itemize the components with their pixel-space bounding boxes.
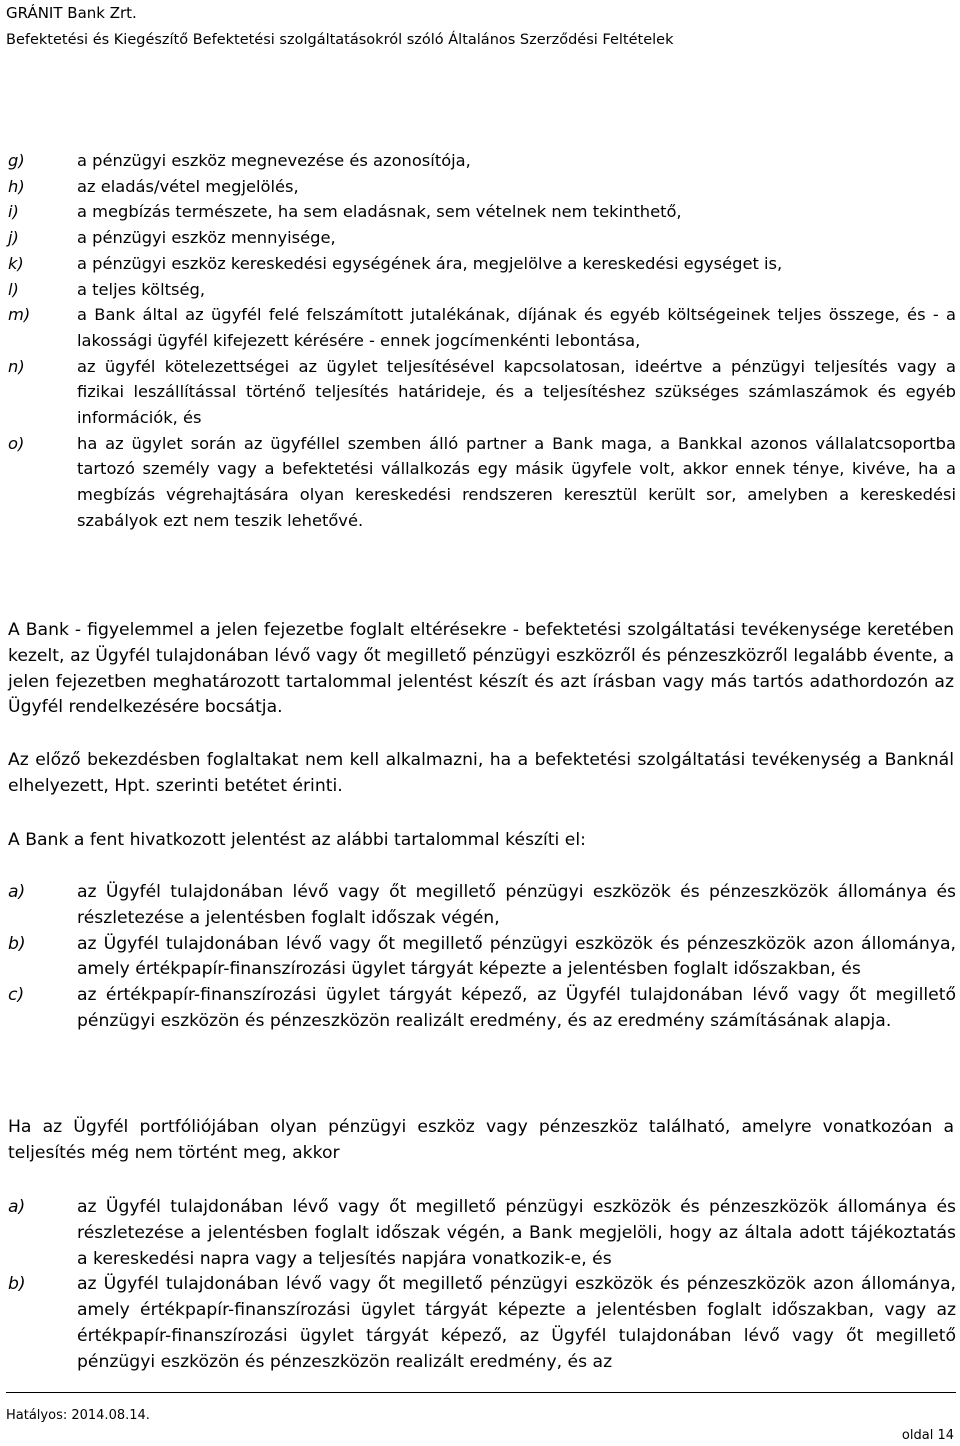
item-text: a pénzügyi eszköz mennyisége, [77, 228, 336, 248]
document-title: Befektetési és Kiegészítő Befektetési szolgáltatásokról szóló Általános Szerződési Feltételek [6, 32, 674, 48]
item-label: i) [8, 202, 19, 222]
item-label: o) [8, 433, 25, 453]
report-content-list [8, 880, 956, 1035]
list-item [8, 1195, 956, 1272]
item-label: j) [8, 228, 19, 248]
list-item [8, 277, 956, 303]
company-name: GRÁNIT Bank Zrt. [6, 4, 137, 22]
item-text: az Ügyfél tulajdonában lévő vagy őt megillető pénzügyi eszközök és pénzeszközök azon állománya, amely értékpapír-finanszírozási ügylet tárgyát képezte a jelentésben foglalt időszakban, és [77, 933, 956, 980]
item-label: m) [8, 305, 31, 325]
list-item [8, 251, 956, 277]
item-label: a) [8, 1197, 26, 1217]
list-item [8, 431, 956, 534]
footer-divider [6, 1392, 956, 1393]
item-text: az Ügyfél tulajdonában lévő vagy őt megillető pénzügyi eszközök és pénzeszközök azon állománya, amely értékpapír-finanszírozási ügylet tárgyát képezte a jelentésben foglalt időszakban, vagy az értékpapír-finanszírozási ügylet tárgyát képező, az Ügyfél tulajdonában lévő vagy őt megillető pénzügyi eszközön és pénzeszközön realizált eredmény, és az [77, 1274, 956, 1372]
list-item [8, 354, 956, 431]
paragraph-annual-report: A Bank - figyelemmel a jelen fejezetbe foglalt eltérésekre - befektetési szolgáltatási tevékenysége keretében kezelt, az Ügyfél tulajdonában lévő vagy őt megillető pénzügyi eszközről és pénzeszközről legalább évente, a jelen fejezetben meghatározott tartalommal jelentést készít és azt írásban vagy más tartós adathordozón az Ügyfél rendelkezésére bocsátja. [8, 620, 954, 718]
paragraph-report-content: A Bank a fent hivatkozott jelentést az alábbi tartalommal készíti el: [8, 830, 586, 850]
paragraph-exception: Az előző bekezdésben foglaltakat nem kell alkalmazni, ha a befektetési szolgáltatási tevékenység a Banknál elhelyezett, Hpt. szerinti betétet érinti. [8, 750, 954, 796]
item-label: b) [8, 1274, 26, 1295]
item-label: n) [8, 356, 25, 376]
list-item [8, 1272, 956, 1375]
item-text: az ügyfél kötelezettségei az ügylet teljesítésével kapcsolatosan, ideértve a pénzügyi teljesítés vagy a fizikai leszállítással történő teljesítés határideje, és a teljesítéshez szükséges számlaszámok és egyéb információk, és [77, 356, 956, 428]
item-label: g) [8, 151, 25, 170]
list-item [8, 148, 956, 174]
list-item [8, 932, 956, 984]
page-number: oldal 14 [901, 1428, 954, 1443]
item-text: az Ügyfél tulajdonában lévő vagy őt megillető pénzügyi eszközök és pénzeszközök állománya és részletezése a jelentésben foglalt időszak végén, [77, 882, 956, 928]
item-label: l) [8, 279, 19, 299]
item-text: a teljes költség, [77, 279, 205, 299]
item-text: az Ügyfél tulajdonában lévő vagy őt megillető pénzügyi eszközök és pénzeszközök állománya és részletezése a jelentésben foglalt időszak végén, a Bank megjelöli, hogy az általa adott tájékoztatás a kereskedési napra vagy a teljesítés napjára vonatkozik-e, és [77, 1197, 956, 1269]
list-item [8, 225, 956, 251]
unsettled-report-list [8, 1195, 956, 1376]
list-item [8, 174, 956, 200]
effective-date: Hatályos: 2014.08.14. [6, 1408, 150, 1423]
item-text: ha az ügylet során az ügyféllel szemben álló partner a Bank maga, a Bankkal azonos vállalatcsoportba tartozó személy vagy a befektetési vállalkozás egy másik ügyfele volt, akkor ennek ténye, kivéve, ha a megbízás végrehajtására olyan kereskedési rendszeren keresztül került sor, amelyben a kereskedési szabályok ezt nem teszik lehetővé. [77, 433, 956, 530]
list-item [8, 199, 956, 225]
paragraph-unsettled: Ha az Ügyfél portfóliójában olyan pénzügyi eszköz vagy pénzeszköz található, amelyre vonatkozóan a teljesítés még nem történt meg, akkor [8, 1117, 954, 1163]
list-item [8, 302, 956, 353]
item-label: k) [8, 253, 24, 273]
item-label: b) [8, 933, 26, 954]
item-text: a pénzügyi eszköz kereskedési egységének ára, megjelölve a kereskedési egységet is, [77, 253, 783, 273]
item-text: a megbízás természete, ha sem eladásnak, sem vételnek nem tekinthető, [77, 202, 682, 222]
item-label: h) [8, 176, 25, 196]
item-text: a pénzügyi eszköz megnevezése és azonosítója, [77, 151, 471, 170]
item-text: a Bank által az ügyfél felé felszámított jutalékának, díjának és egyéb költségeinek teljes összege, és - a lakossági ügyfél kifejezett kérésére - ennek jogcímenkénti lebontása, [77, 305, 956, 350]
item-text: az eladás/vétel megjelölés, [77, 176, 299, 196]
list-item [8, 880, 956, 932]
list-item [8, 983, 956, 1035]
item-label: a) [8, 882, 26, 902]
item-label: c) [8, 985, 25, 1006]
item-text: az értékpapír-finanszírozási ügylet tárgyát képező, az Ügyfél tulajdonában lévő vagy őt megillető pénzügyi eszközön és pénzeszközön realizált eredmény, és az eredmény számításának alapja. [77, 985, 956, 1031]
page-header [6, 4, 956, 50]
transaction-details-list [8, 148, 956, 534]
